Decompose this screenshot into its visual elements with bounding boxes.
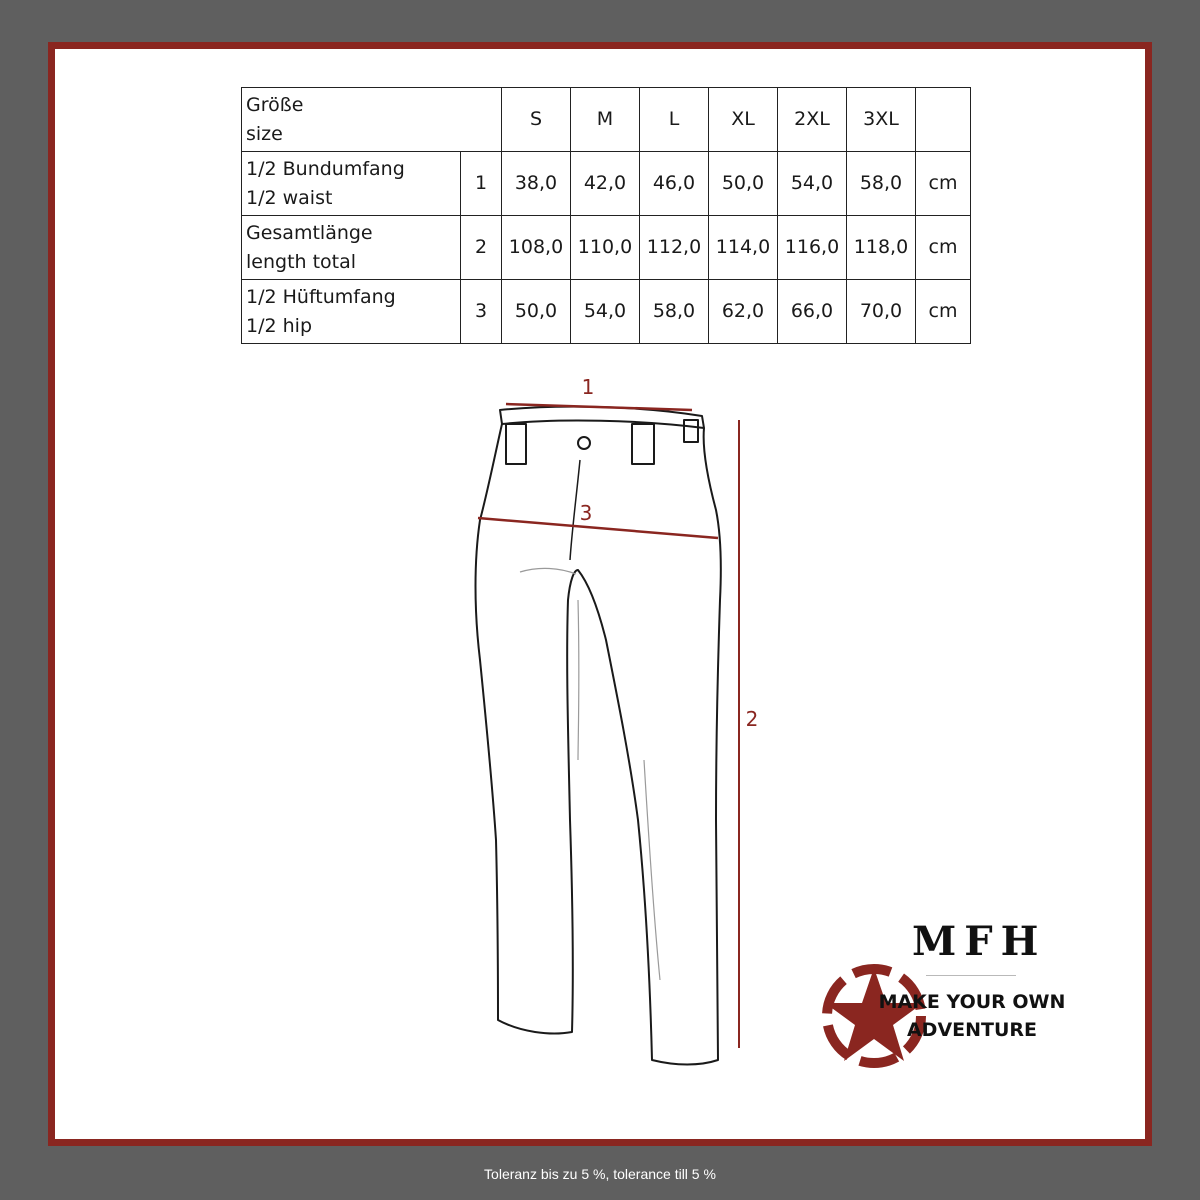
value-cell: 54,0: [778, 152, 847, 216]
row-label-en: length total: [246, 250, 357, 273]
row-number-cell: 3: [461, 280, 502, 344]
unit-cell: cm: [916, 280, 971, 344]
value-cell: 42,0: [571, 152, 640, 216]
belt-loop: [684, 420, 698, 442]
tolerance-note: Toleranz bis zu 5 %, tolerance till 5 %: [484, 1166, 716, 1182]
value-cell: 112,0: [640, 216, 709, 280]
value-cell: 58,0: [847, 152, 916, 216]
tagline-line-2: ADVENTURE: [906, 1019, 1038, 1041]
brand-name: MFH: [912, 918, 1047, 965]
value-cell: 58,0: [640, 280, 709, 344]
row-label-en: 1/2 hip: [246, 314, 312, 337]
row-label-de: 1/2 Hüftumfang: [246, 285, 396, 308]
size-header-cell: 3XL: [847, 88, 916, 152]
value-cell: 70,0: [847, 280, 916, 344]
button-shape: [578, 437, 590, 449]
size-header-cell: XL: [709, 88, 778, 152]
marker-1-label: 1: [581, 375, 595, 399]
value-cell: 38,0: [502, 152, 571, 216]
marker-3-label: 3: [579, 501, 593, 525]
size-header-cell: M: [571, 88, 640, 152]
row-label-de: Gesamtlänge: [246, 221, 373, 244]
fly-line: [570, 460, 580, 560]
header-label-en: size: [246, 122, 283, 145]
size-header-cell: 2XL: [778, 88, 847, 152]
seam-line: [578, 600, 579, 760]
value-cell: 116,0: [778, 216, 847, 280]
row-label-de: 1/2 Bundumfang: [246, 157, 405, 180]
value-cell: 118,0: [847, 216, 916, 280]
value-cell: 66,0: [778, 280, 847, 344]
brand-divider: [926, 975, 1016, 976]
size-header-cell: S: [502, 88, 571, 152]
tagline-line-1: MAKE YOUR OWN: [878, 991, 1066, 1013]
marker-2-label: 2: [745, 707, 759, 731]
unit-cell: cm: [916, 216, 971, 280]
value-cell: 108,0: [502, 216, 571, 280]
belt-loop: [632, 424, 654, 464]
header-label-de: Größe: [246, 93, 304, 116]
unit-cell: cm: [916, 152, 971, 216]
value-cell: 114,0: [709, 216, 778, 280]
row-number-cell: 1: [461, 152, 502, 216]
value-cell: 62,0: [709, 280, 778, 344]
brand-tagline: [872, 988, 1072, 1044]
value-cell: 46,0: [640, 152, 709, 216]
belt-loop: [506, 424, 526, 464]
value-cell: 110,0: [571, 216, 640, 280]
seam-line: [520, 568, 576, 574]
trousers-outline: [476, 407, 721, 1065]
value-cell: 54,0: [571, 280, 640, 344]
value-cell: 50,0: [502, 280, 571, 344]
value-cell: 50,0: [709, 152, 778, 216]
measure-line-hip: [478, 518, 718, 538]
size-header-cell: L: [640, 88, 709, 152]
seam-line: [644, 760, 660, 980]
row-number-cell: 2: [461, 216, 502, 280]
row-label-en: 1/2 waist: [246, 186, 333, 209]
